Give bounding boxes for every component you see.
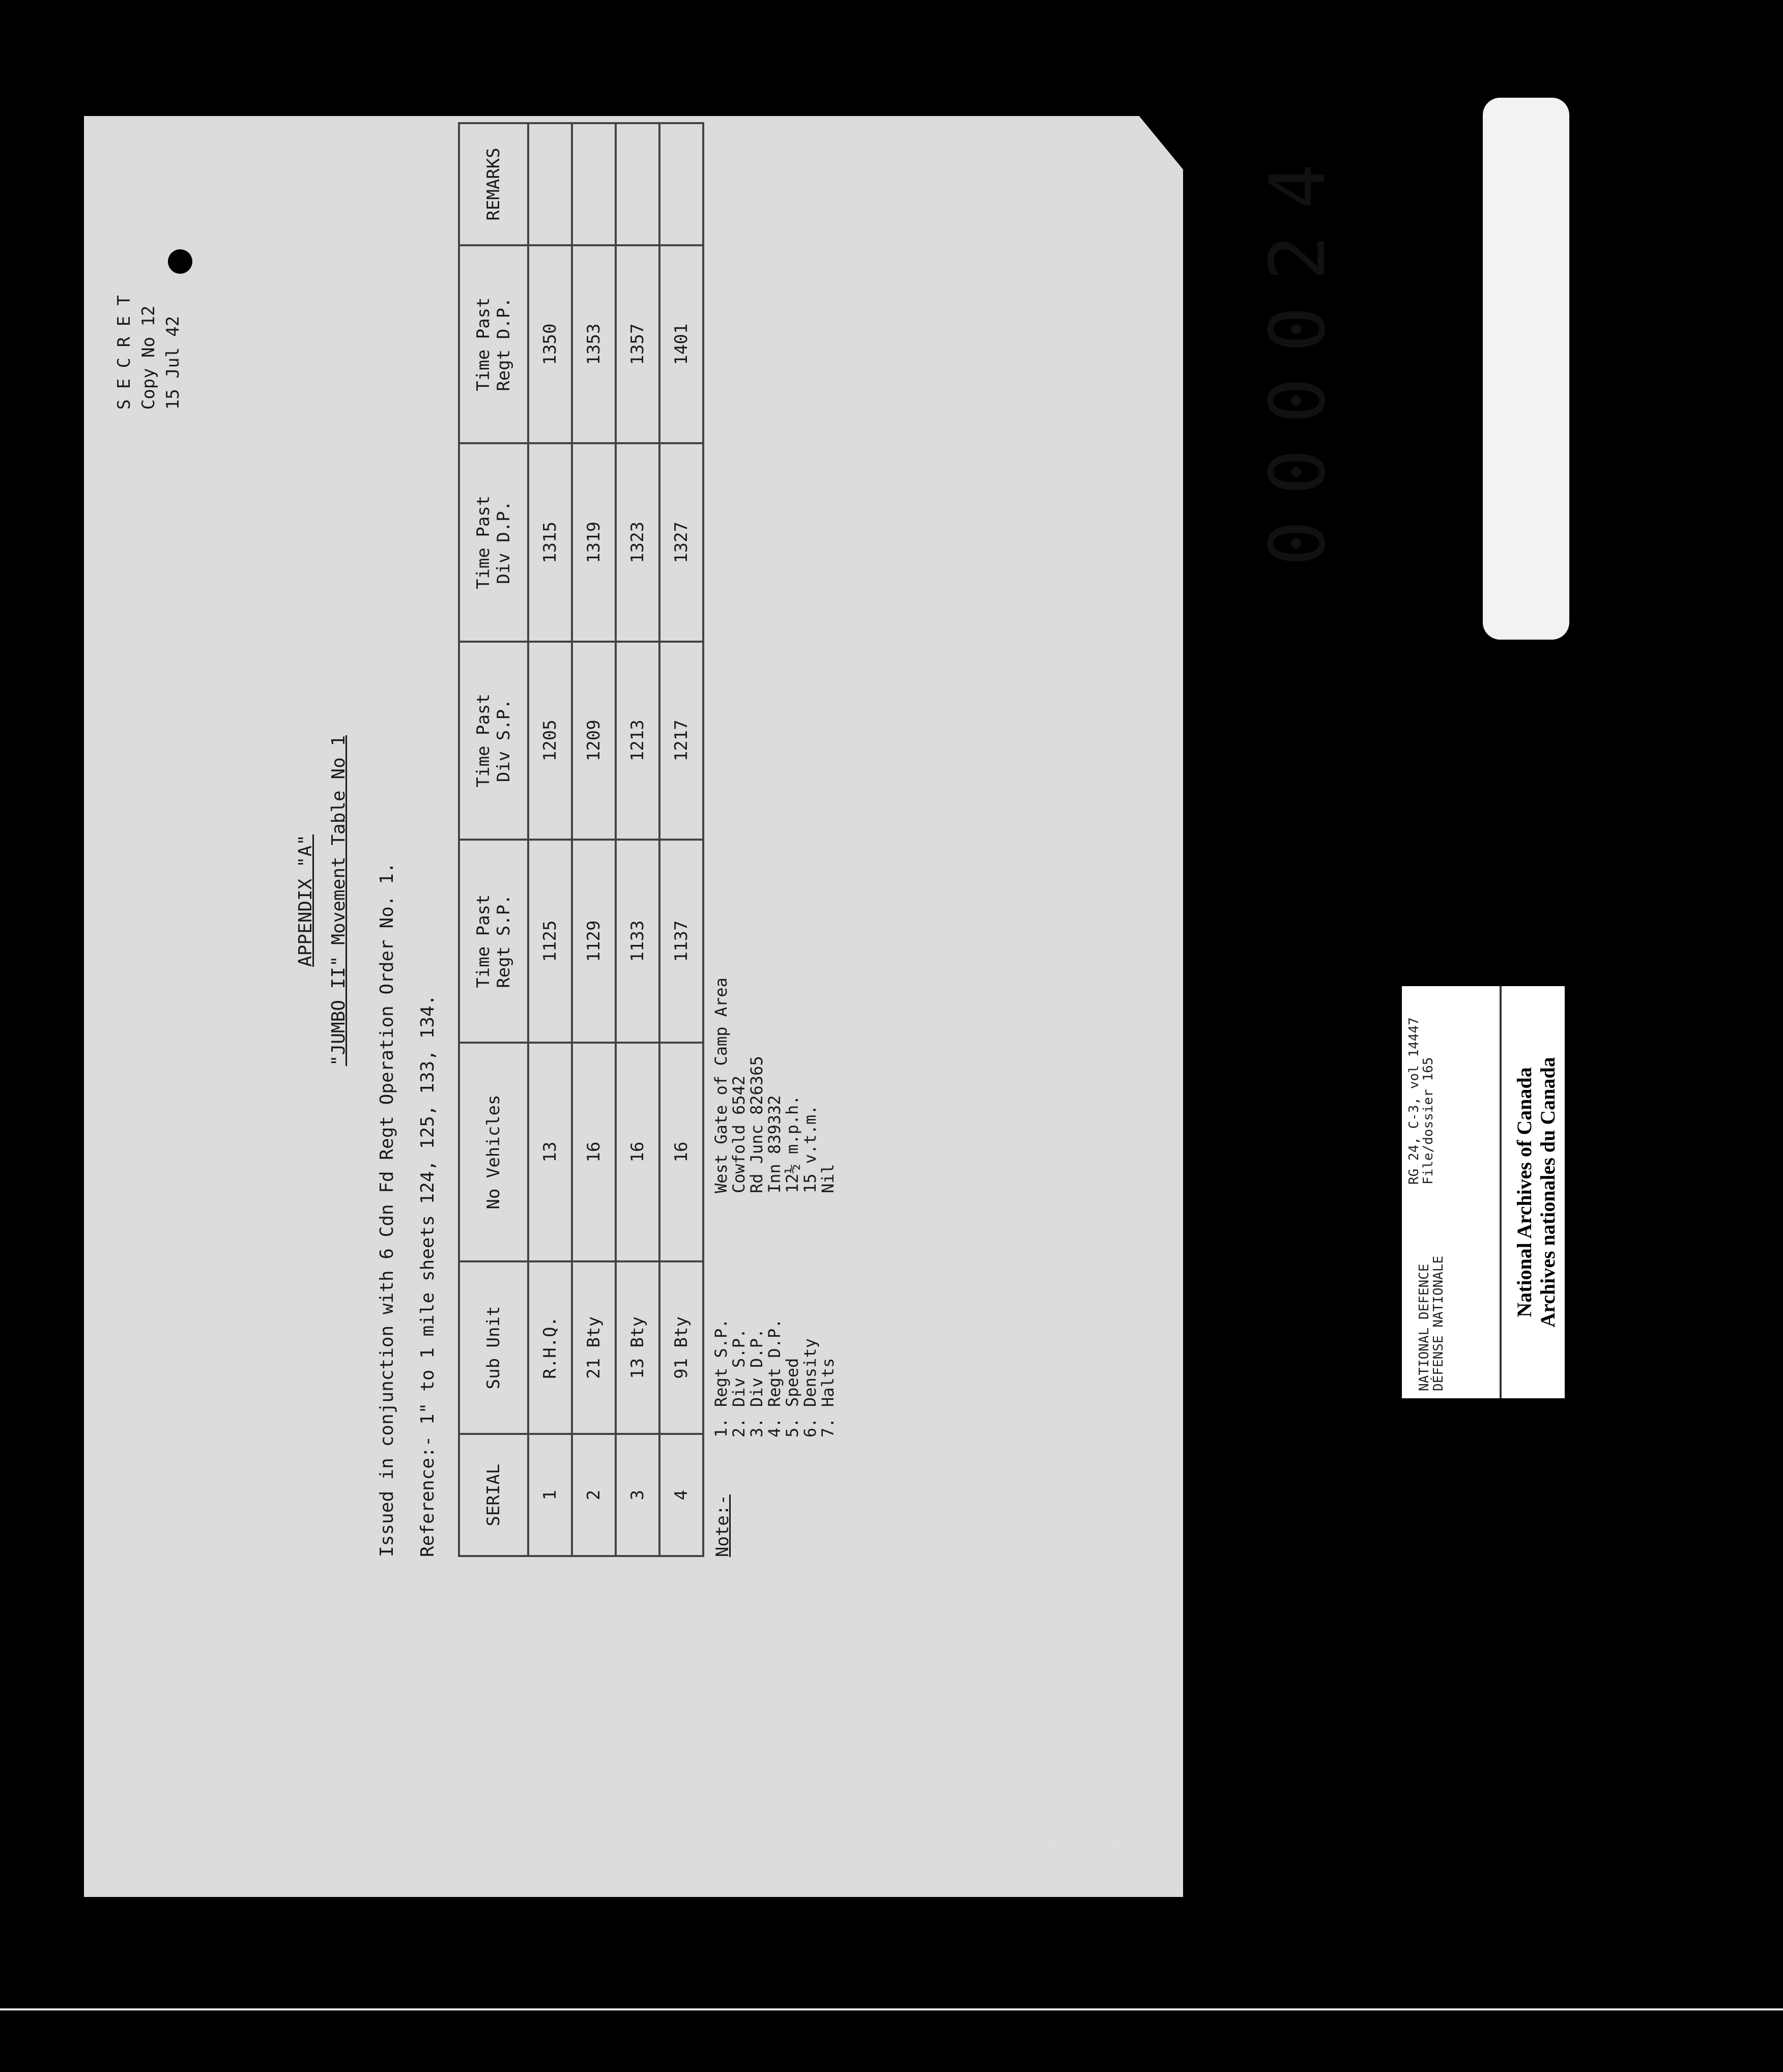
- table-header-row: [459, 123, 528, 1556]
- note-number: 1.: [711, 1418, 731, 1437]
- cell-div-dp: 1319: [572, 443, 616, 641]
- note-key: Div S.P.: [729, 1328, 749, 1407]
- header-time-regt-sp: Time Past Regt S.P.: [459, 840, 528, 1043]
- note-key: Halts: [818, 1358, 838, 1407]
- document-date: 15 Jul 42: [163, 315, 183, 410]
- notes-label: Note:-: [712, 1494, 733, 1557]
- note-key: Regt D.P.: [765, 1318, 784, 1407]
- cell-sub-unit: 21 Bty: [572, 1261, 616, 1434]
- cell-regt-dp: 1357: [616, 245, 659, 443]
- movement-table: [458, 122, 704, 1557]
- cell-div-sp: 1217: [659, 642, 703, 840]
- department-block: [1417, 1256, 1446, 1391]
- note-value: 15 v.t.m.: [800, 1105, 820, 1193]
- record-group-ref: RG 24, C-3, vol 14447: [1406, 1017, 1422, 1185]
- list-item: [766, 977, 784, 1437]
- cell-div-dp: 1327: [659, 443, 703, 641]
- note-number: 5.: [783, 1418, 802, 1437]
- cell-regt-sp: 1129: [572, 840, 616, 1043]
- cell-regt-dp: 1350: [528, 245, 572, 443]
- cell-sub-unit: 91 Bty: [659, 1261, 703, 1434]
- issued-line: Issued in conjunction with 6 Cdn Fd Regt Operation Order No. 1.: [377, 862, 397, 1557]
- cell-div-dp: 1323: [616, 443, 659, 641]
- list-item: [801, 977, 819, 1437]
- department-fr: DÉFENSE NATIONALE: [1431, 1255, 1446, 1391]
- archives-name-fr: Archives nationales du Canada: [1536, 1057, 1559, 1328]
- archive-label: [1402, 986, 1565, 1398]
- cell-serial: 2: [572, 1434, 616, 1556]
- header-time-regt-dp: Time Past Regt D.P.: [459, 245, 528, 443]
- cell-vehicles: 16: [572, 1043, 616, 1261]
- department-en: NATIONAL DEFENCE: [1417, 1263, 1432, 1391]
- cell-serial: 4: [659, 1434, 703, 1556]
- scan-dust: [1051, 1841, 1054, 1845]
- movement-title: "JUMBO II" Movement Table No 1: [328, 735, 349, 1067]
- file-ref: File/dossier 165: [1421, 1057, 1436, 1185]
- list-item: [712, 977, 730, 1437]
- cell-vehicles: 16: [616, 1043, 659, 1261]
- table-row: [659, 123, 703, 1556]
- movement-table-heading: [328, 61, 349, 1740]
- note-value: 12½ m.p.h.: [783, 1095, 802, 1193]
- note-value: Cowfold 6542: [729, 1075, 749, 1193]
- cell-div-sp: 1213: [616, 642, 659, 840]
- header-remarks: REMARKS: [459, 123, 528, 245]
- list-item: [748, 977, 766, 1437]
- cell-vehicles: 16: [659, 1043, 703, 1261]
- cell-remarks: [528, 123, 572, 245]
- header-time-div-dp: Time Past Div D.P.: [459, 443, 528, 641]
- note-number: 6.: [800, 1418, 820, 1437]
- cell-div-dp: 1315: [528, 443, 572, 641]
- header-serial: SERIAL: [459, 1434, 528, 1556]
- cell-regt-sp: 1137: [659, 840, 703, 1043]
- rotated-document-content: [51, 61, 1079, 1740]
- list-item: [730, 977, 748, 1437]
- table-row: [616, 123, 659, 1556]
- note-key: Regt S.P.: [711, 1318, 731, 1407]
- list-item: [819, 977, 837, 1437]
- cell-div-sp: 1209: [572, 642, 616, 840]
- note-key: Speed: [783, 1358, 802, 1407]
- scan-edge-line: [0, 2008, 1783, 2010]
- notes-list: [712, 977, 837, 1437]
- archives-name-en: National Archives of Canada: [1513, 1067, 1536, 1317]
- cell-sub-unit: R.H.Q.: [528, 1261, 572, 1434]
- table-row: [572, 123, 616, 1556]
- cell-remarks: [572, 123, 616, 245]
- note-value: Nil: [818, 1164, 838, 1193]
- header-sub-unit: Sub Unit: [459, 1261, 528, 1434]
- cell-regt-dp: 1353: [572, 245, 616, 443]
- note-key: Density: [800, 1338, 820, 1407]
- note-number: 3.: [747, 1418, 766, 1437]
- cell-regt-sp: 1125: [528, 840, 572, 1043]
- note-value: Inn 839332: [765, 1095, 784, 1193]
- note-number: 4.: [765, 1418, 784, 1437]
- cell-regt-dp: 1401: [659, 245, 703, 443]
- note-number: 2.: [729, 1418, 749, 1437]
- header-time-div-sp: Time Past Div S.P.: [459, 642, 528, 840]
- cell-serial: 1: [528, 1434, 572, 1556]
- list-item: [784, 977, 801, 1437]
- cell-vehicles: 13: [528, 1043, 572, 1261]
- cell-div-sp: 1205: [528, 642, 572, 840]
- secret-classification: S E C R E T: [114, 295, 134, 410]
- scan-dust: [1117, 1841, 1120, 1845]
- page-number-stamp: [1254, 98, 1569, 640]
- appendix-title: APPENDIX "A": [295, 834, 316, 967]
- security-block: [112, 295, 185, 410]
- cell-sub-unit: 13 Bty: [616, 1261, 659, 1434]
- page-number: 000024: [1254, 138, 1342, 566]
- appendix-heading: [295, 61, 316, 1740]
- label-divider: [1500, 986, 1502, 1398]
- cell-remarks: [616, 123, 659, 245]
- copy-number: Copy No 12: [138, 305, 159, 410]
- note-value: West Gate of Camp Area: [711, 977, 731, 1193]
- note-number: 7.: [818, 1418, 838, 1437]
- archives-name-block: [1513, 986, 1560, 1398]
- note-value: Rd Junc 826365: [747, 1056, 766, 1193]
- archive-label-content: [1402, 986, 1565, 1398]
- reference-block: [1407, 1017, 1435, 1185]
- table-row: [528, 123, 572, 1556]
- cell-remarks: [659, 123, 703, 245]
- header-no-vehicles: No Vehicles: [459, 1043, 528, 1261]
- cell-serial: 3: [616, 1434, 659, 1556]
- cell-regt-sp: 1133: [616, 840, 659, 1043]
- reference-line: Reference:- 1" to 1 mile sheets 124, 125, 133, 134.: [417, 994, 438, 1557]
- note-key: Div D.P.: [747, 1328, 766, 1407]
